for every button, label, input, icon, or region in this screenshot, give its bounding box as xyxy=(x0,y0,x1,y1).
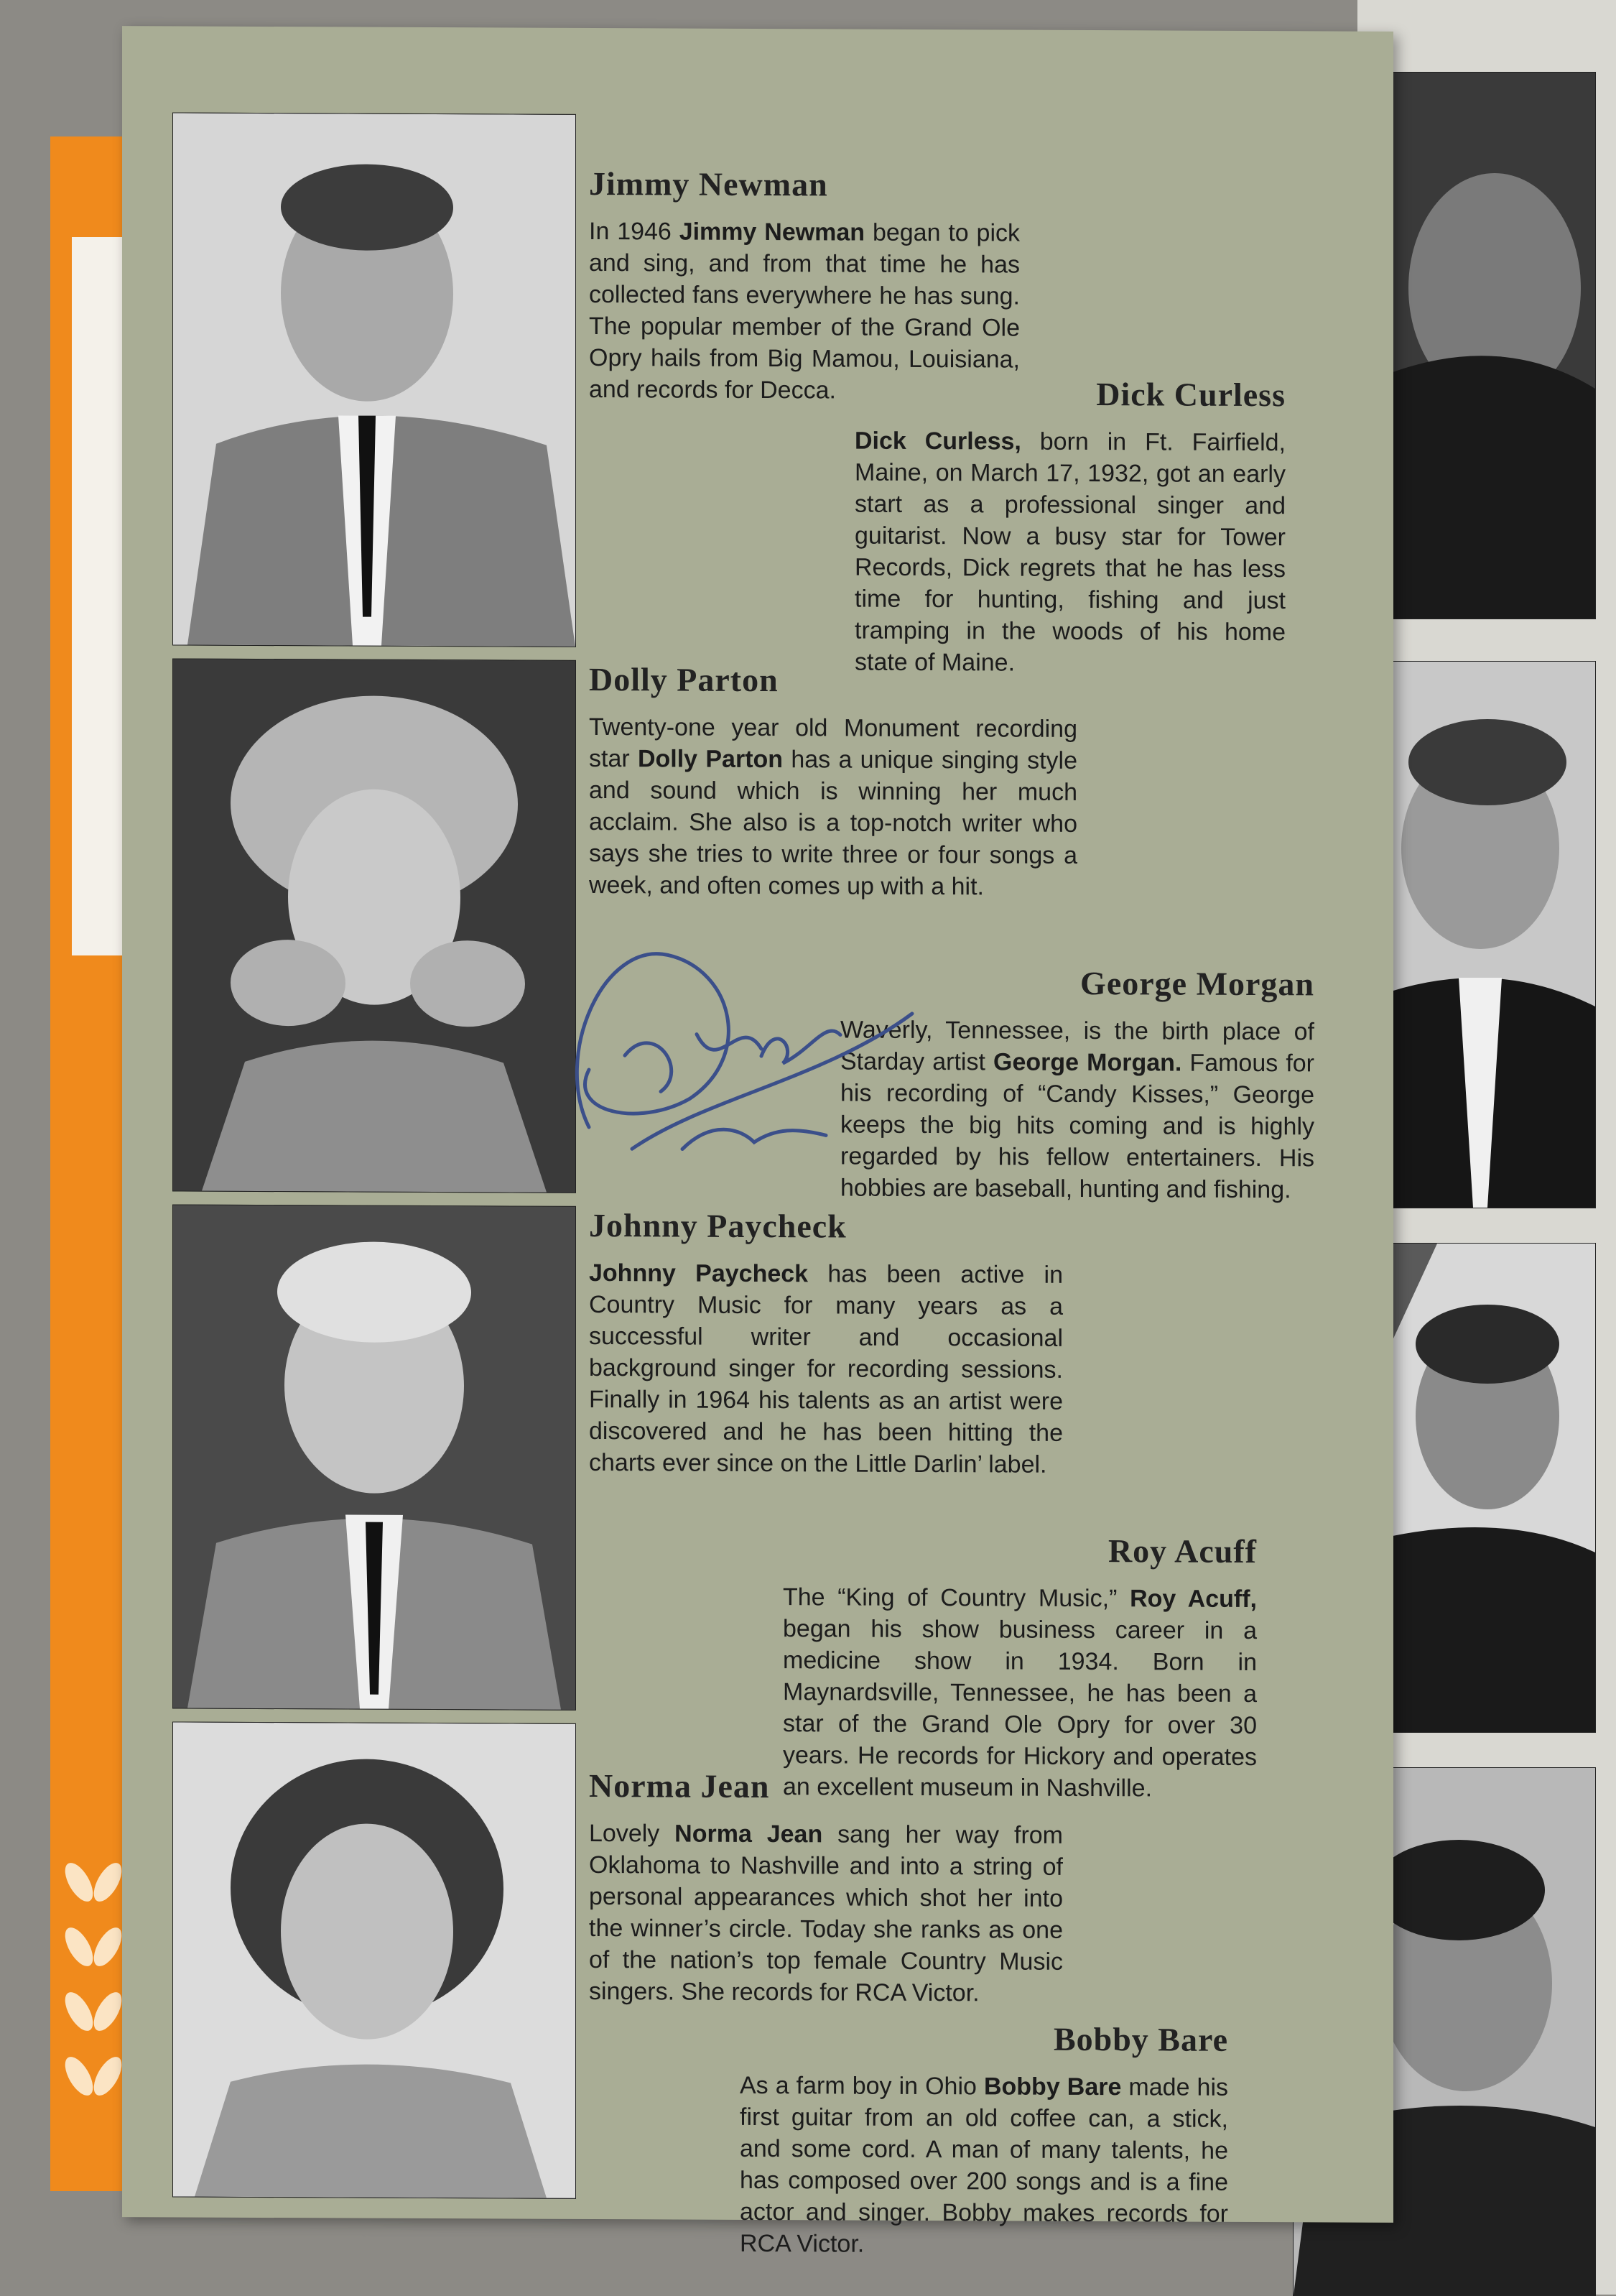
entry-george-morgan xyxy=(840,963,1314,1206)
photo-norma-jean xyxy=(172,1721,576,2198)
entry-jimmy-newman xyxy=(589,165,1020,407)
photo-dolly-parton xyxy=(172,658,576,1193)
entry-bio: Waverly, Tennessee, is the birth place of Starday artist George Morgan. Famous for his recording of “Candy Kisses,” George keeps the big hits coming and is highly regarded by his fellow entertainers. His hobbies are baseball, hunting and fishing. xyxy=(840,1016,1314,1204)
entry-bio: Lovely Norma Jean sang her way from Oklahoma to Nashville and into a string of personal appearances which shot her into the winner’s circle. Today she ranks as one of the nation’s top female Country Music singers. She records for RCA Victor. xyxy=(589,1819,1064,2007)
entry-bobby-bare xyxy=(740,2019,1228,2262)
entry-name: Bobby Bare xyxy=(1053,2020,1228,2058)
entry-johnny-paycheck xyxy=(589,1206,1063,1481)
entry-norma-jean xyxy=(589,1767,1063,2009)
right-page xyxy=(1357,0,1616,2295)
entry-dolly-parton xyxy=(589,660,1077,903)
photo-jimmy-newman xyxy=(172,112,576,647)
entry-bio: In 1946 Jimmy Newman began to pick and sing, and from that time he has collected fans everywhere he has sung. The popular member of the Grand Ole Opry hails from Big Mamou, Louisiana, and records for Decca. xyxy=(589,217,1021,404)
photo-johnny-paycheck xyxy=(172,1204,576,1710)
entry-bio: The “King of Country Music,” Roy Acuff, began his show business career in a medicine show in 1934. Born in Maynardsville, Tennessee, he has been a star of the Grand Ole Opry for over 30 years. He records for Hickory and operates an excellent museum in Nashville. xyxy=(783,1583,1257,1802)
entry-dick-curless xyxy=(768,374,1286,680)
entry-name: Jimmy Newman xyxy=(589,165,828,203)
entry-name: Dick Curless xyxy=(1096,376,1286,414)
entry-bio: Johnny Paycheck has been active in Country Music for many years as a successful writer and occasional background singer for recording sessions. Finally in 1964 his talents as an artist were discovered and he has been hitting the charts ever since on the Little Darlin’ label. xyxy=(589,1259,1063,1478)
entry-roy-acuff xyxy=(783,1530,1257,1805)
program-page xyxy=(122,26,1393,2258)
entry-bio: As a farm boy in Ohio Bobby Bare made his first guitar from an old coffee can, a stick, and some cord. A man of many talents, he has composed over 200 songs and is a fine actor and singer. Bobby makes records for RCA Victor. xyxy=(740,2071,1228,2258)
entry-bio: Twenty-one year old Monument recording star Dolly Parton has a unique singing style and sound which is winning her much acclaim. She also is a top-notch writer who says she tries to write three or four songs a week, and often comes up with a hit. xyxy=(589,713,1077,901)
entry-name: Norma Jean xyxy=(589,1767,770,1805)
entry-name: George Morgan xyxy=(1080,964,1314,1003)
entry-name: Johnny Paycheck xyxy=(589,1206,847,1245)
entry-name: Roy Acuff xyxy=(1107,1532,1257,1570)
entry-name: Dolly Parton xyxy=(589,660,779,699)
entry-bio: Dick Curless, born in Ft. Fairfield, Maine, on March 17, 1932, got an early start as a professional singer and guitarist. Now a busy star for Tower Records, Dick regrets that he has less time for hunting, fishing and just tramping in the woods of his home state of Maine. xyxy=(855,427,1286,677)
